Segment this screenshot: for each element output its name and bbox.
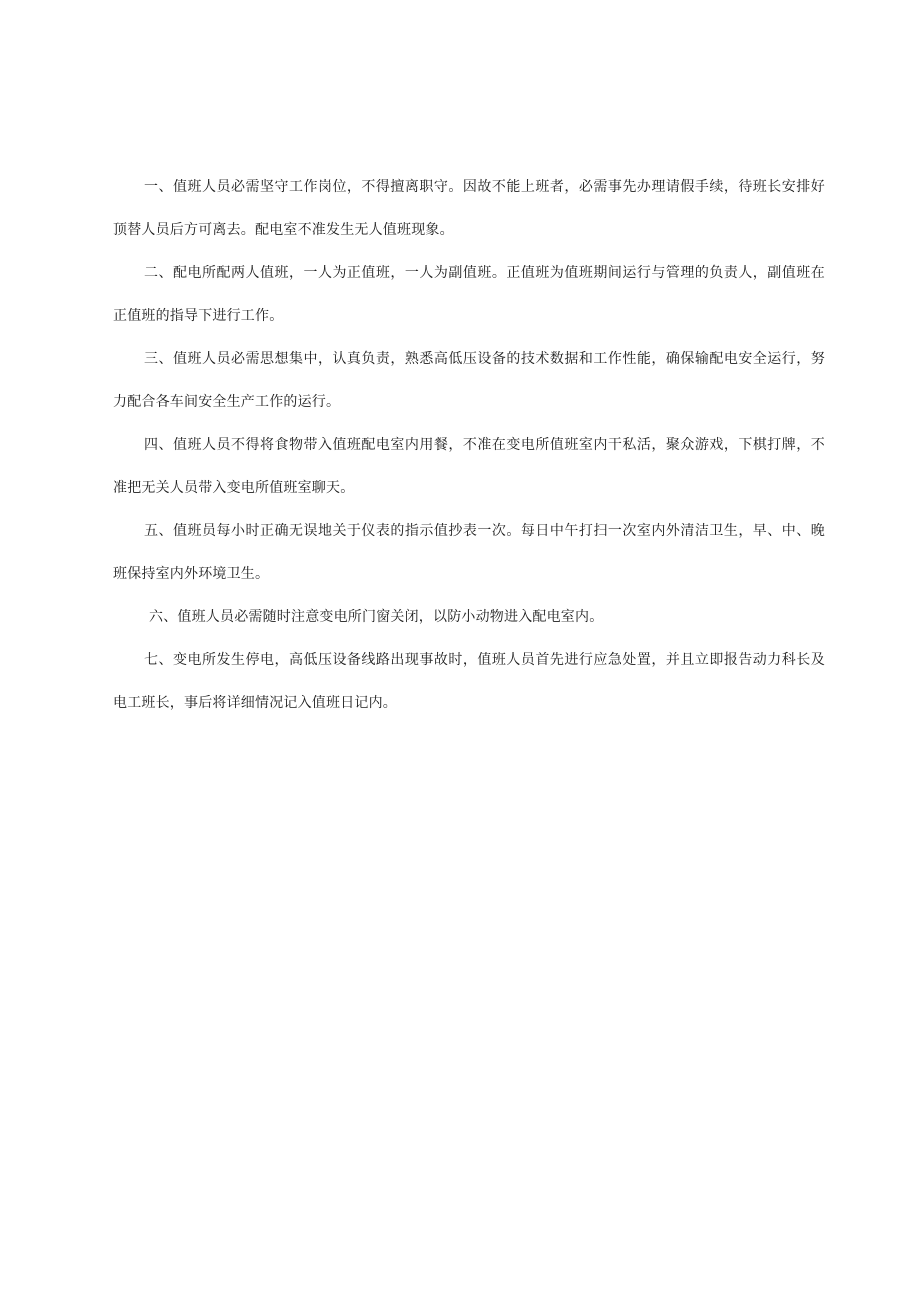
- rule-paragraph-3: 三、值班人员必需思想集中，认真负责，熟悉高低压设备的技术数据和工作性能，确保输配电安全运行，努力配合各车间安全生产工作的运行。: [113, 351, 825, 410]
- rule-paragraph-6: 六、值班人员必需随时注意变电所门窗关闭，以防小动物进入配电室内。: [149, 609, 604, 625]
- rule-paragraph-4: 四、值班人员不得将食物带入值班配电室内用餐，不准在变电所值班室内干私活，聚众游戏，下棋打牌，不准把无关人员带入变电所值班室聊天。: [113, 437, 825, 496]
- rule-paragraph-1: 一、值班人员必需坚守工作岗位，不得擅离职守。因故不能上班者，必需事先办理请假手续，待班长安排好顶替人员后方可离去。配电室不准发生无人值班现象。: [113, 179, 825, 238]
- rule-paragraph-2: 二、配电所配两人值班，一人为正值班，一人为副值班。正值班为值班期间运行与管理的负责人，副值班在正值班的指导下进行工作。: [113, 265, 825, 324]
- rule-paragraph-5: 五、值班员每小时正确无误地关于仪表的指示值抄表一次。每日中午打扫一次室内外清洁卫生，早、中、晚班保持室内外环境卫生。: [113, 523, 825, 582]
- rule-paragraph-7: 七、变电所发生停电，高低压设备线路出现事故时，值班人员首先进行应急处置，并且立即报告动力科长及电工班长，事后将详细情况记入值班日记内。: [113, 652, 825, 711]
- document-body: [113, 166, 825, 725]
